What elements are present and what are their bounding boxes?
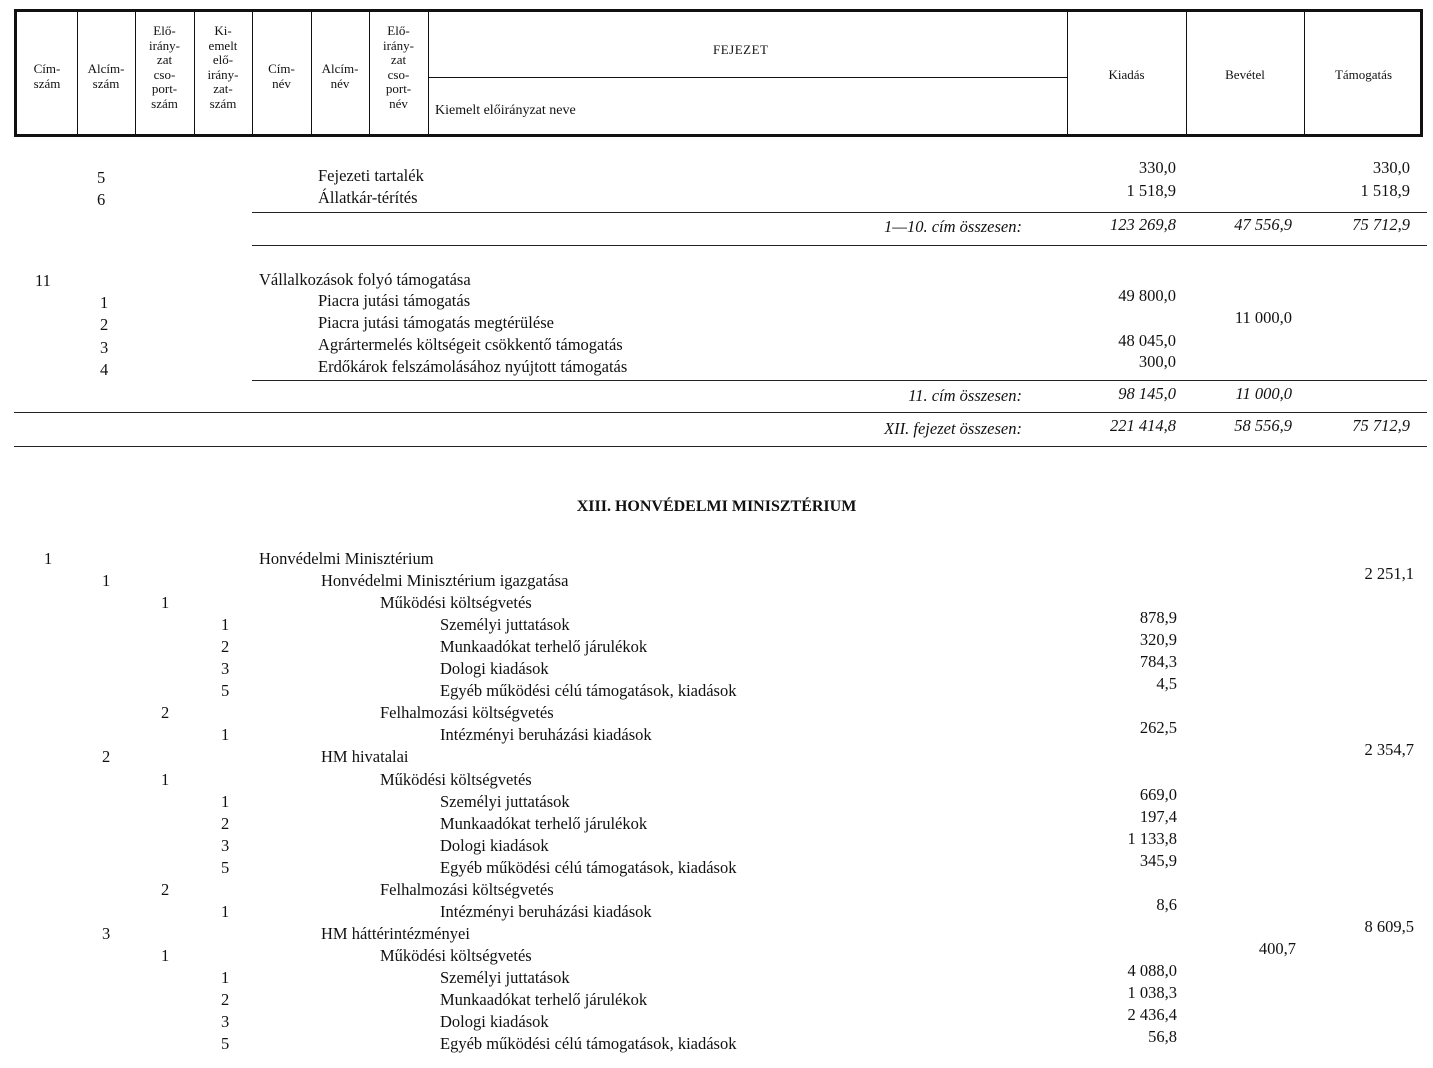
code-number: 2 [221,814,230,833]
item-name: Személyi juttatások [440,615,570,634]
item-name: Személyi juttatások [440,792,570,811]
total-kiadas: 123 269,8 [1110,215,1176,234]
tamogatas-value: 2 354,7 [1364,740,1414,759]
col-header-kiemelt-nev: Kiemelt előirányzat neve [435,103,576,118]
kiadas-value: 784,3 [1139,652,1177,671]
code-number: 1 [221,615,230,634]
code-number: 3 [221,659,230,678]
kiadas-value: 1 038,3 [1127,983,1177,1002]
bevetel-value: 400,7 [1258,939,1296,958]
item-name: Dologi kiadások [440,836,549,855]
divider [252,245,1427,246]
item-name: Felhalmozási költségvetés [380,703,554,722]
kiadas-value: 49 800,0 [1118,286,1176,305]
code-number: 3 [221,1012,230,1031]
col-header-alcim-nev: Alcím- név [321,61,359,91]
total-kiadas: 221 414,8 [1110,416,1176,435]
col-header-bevetel: Bevétel [1225,67,1265,82]
total-label: 11. cím összesen: [908,386,1022,405]
kiadas-value: 48 045,0 [1118,331,1176,350]
code-number: 1 [161,946,170,965]
kiadas-value: 878,9 [1139,608,1177,627]
col-header-kiemelt-eloiranyzat-szam: Ki- emelt elő- irány- zat- szám [207,23,239,111]
total-bevetel: 58 556,9 [1234,416,1292,435]
col-header-fejezet: FEJEZET [713,42,769,57]
code-number: 1 [221,902,230,921]
col-header-cim-szam: Cím- szám [33,61,61,91]
item-name: Intézményi beruházási kiadások [440,725,652,744]
item-name: Honvédelmi Minisztérium [259,549,434,568]
cim-number: 11 [35,271,51,290]
kiadas-value: 330,0 [1138,158,1176,177]
alcim-number: 5 [97,168,106,187]
tamogatas-value: 2 251,1 [1364,564,1414,583]
divider [14,412,1427,413]
item-name: Egyéb működési célú támogatások, kiadások [440,681,737,700]
code-number: 1 [102,571,111,590]
kiadas-value: 4 088,0 [1127,961,1177,980]
item-name: Erdőkárok felszámolásához nyújtott támogatás [318,357,628,376]
section-title: XIII. HONVÉDELMI MINISZTÉRIUM [576,498,857,515]
code-number: 5 [221,1034,230,1053]
code-number: 1 [221,725,230,744]
code-number: 5 [221,681,230,700]
divider [252,380,1427,381]
item-name: Egyéb működési célú támogatások, kiadások [440,1034,737,1053]
total-bevetel: 11 000,0 [1235,384,1292,403]
code-number: 2 [221,637,230,656]
item-name: Dologi kiadások [440,1012,549,1031]
table-header [14,9,1423,137]
kiadas-value: 669,0 [1139,785,1177,804]
bevetel-value: 11 000,0 [1234,308,1292,327]
code-number: 1 [221,968,230,987]
item-name: Személyi juttatások [440,968,570,987]
item-name: Működési költségvetés [380,946,532,965]
item-name: Munkaadókat terhelő járulékok [440,990,648,1009]
code-number: 1 [161,770,170,789]
code-number: 3 [221,836,230,855]
kiadas-value: 56,8 [1148,1027,1177,1046]
col-header-kiadas: Kiadás [1108,67,1145,82]
item-name: HM hivatalai [321,747,409,766]
code-number: 2 [161,880,170,899]
code-number: 2 [221,990,230,1009]
total-label: XII. fejezet összesen: [884,419,1022,438]
item-name: Piacra jutási támogatás megtérülése [318,313,554,332]
kiadas-value: 262,5 [1139,718,1177,737]
kiadas-value: 345,9 [1139,851,1177,870]
col-header-tamogatas: Támogatás [1334,67,1393,82]
item-name: Működési költségvetés [380,593,532,612]
total-tamogatas: 75 712,9 [1352,215,1410,234]
alcim-number: 1 [100,293,109,312]
total-tamogatas: 75 712,9 [1352,416,1410,435]
item-name: Munkaadókat terhelő járulékok [440,637,648,656]
alcim-number: 3 [100,338,109,357]
item-name: Intézményi beruházási kiadások [440,902,652,921]
kiadas-value: 4,5 [1156,674,1177,693]
kiadas-value: 2 436,4 [1127,1005,1177,1024]
total-kiadas: 98 145,0 [1118,384,1176,403]
alcim-number: 2 [100,315,109,334]
col-header-cim-nev: Cím- név [268,61,295,91]
col-header-eloiranyzat-csoport-szam: Elő- irány- zat cso- port- szám [148,23,181,111]
col-header-eloiranyzat-csoport-nev: Elő- irány- zat cso- port- név [382,23,415,111]
total-bevetel: 47 556,9 [1234,215,1292,234]
tamogatas-value: 1 518,9 [1360,181,1410,200]
item-name: Egyéb működési célú támogatások, kiadások [440,858,737,877]
item-name: Agrártermelés költségeit csökkentő támogatás [318,335,623,354]
item-name: Dologi kiadások [440,659,549,678]
item-name: Állatkár-térítés [318,188,418,207]
kiadas-value: 8,6 [1156,895,1177,914]
item-name: HM háttérintézményei [321,924,470,943]
kiadas-value: 300,0 [1138,352,1176,371]
code-number: 1 [44,549,53,568]
cim-name: Vállalkozások folyó támogatása [259,270,471,289]
code-number: 2 [102,747,111,766]
code-number: 5 [221,858,230,877]
item-name: Honvédelmi Minisztérium igazgatása [321,571,569,590]
total-label: 1—10. cím összesen: [884,217,1022,236]
kiadas-value: 1 518,9 [1126,181,1176,200]
code-number: 1 [221,792,230,811]
item-name: Felhalmozási költségvetés [380,880,554,899]
item-name: Piacra jutási támogatás [318,291,471,310]
item-name: Munkaadókat terhelő járulékok [440,814,648,833]
divider [14,446,1427,447]
kiadas-value: 320,9 [1139,630,1177,649]
col-header-alcim-szam: Alcím- szám [87,61,125,91]
tamogatas-value: 330,0 [1372,158,1410,177]
alcim-number: 4 [100,360,109,379]
kiadas-value: 197,4 [1139,807,1177,826]
tamogatas-value: 8 609,5 [1364,917,1414,936]
code-number: 3 [102,924,111,943]
code-number: 1 [161,593,170,612]
item-name: Fejezeti tartalék [318,166,424,185]
alcim-number: 6 [97,190,106,209]
code-number: 2 [161,703,170,722]
kiadas-value: 1 133,8 [1127,829,1177,848]
item-name: Működési költségvetés [380,770,532,789]
divider [252,212,1427,213]
